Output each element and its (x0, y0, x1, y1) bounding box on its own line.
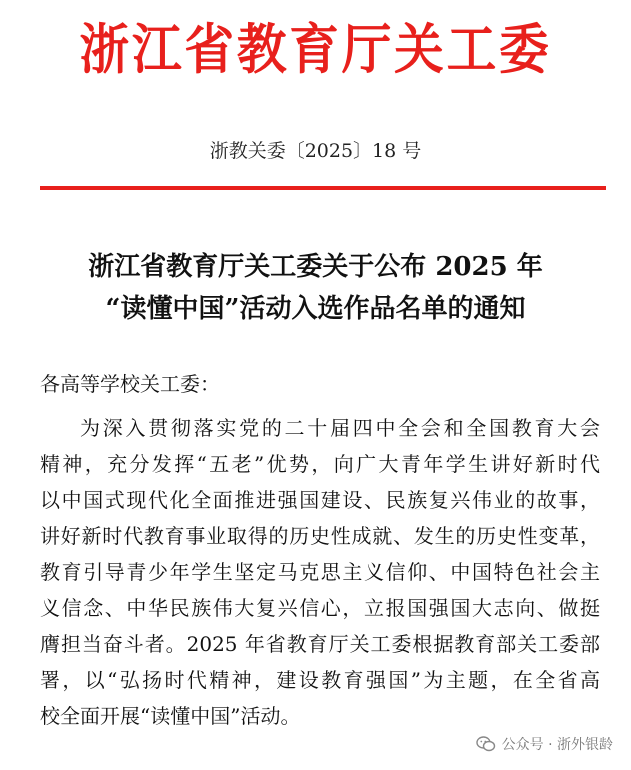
document-number: 浙教关委〔2025〕18 号 (209, 140, 422, 162)
wechat-icon (476, 736, 496, 752)
red-divider (40, 186, 606, 190)
notice-title-line-2: “读懂中国”活动入选作品名单的通知 (105, 294, 526, 324)
watermark-text: 公众号 · 浙外银龄 (501, 737, 613, 753)
body-line: 讲好新时代教育事业取得的历史性成就、发生的历史性变革， (40, 524, 600, 548)
body-line: 以中国式现代化全面推进强国建设、民族复兴伟业的故事， (40, 488, 600, 512)
wechat-watermark (472, 732, 617, 756)
salutation: 各高等学校关工委： (40, 372, 220, 396)
masthead-title: 浙江省教育厅关工委 (79, 17, 552, 81)
notice-title-line-1: 浙江省教育厅关工委关于公布 2025 年 (88, 252, 543, 282)
body-line: 精神，充分发挥“五老”优势，向广大青年学生讲好新时代 (40, 452, 600, 476)
body-line: 为深入贯彻落实党的二十届四中全会和全国教育大会 (80, 416, 600, 440)
notice-title (20, 246, 611, 330)
body-line: 教育引导青少年学生坚定马克思主义信仰、中国特色社会主 (40, 560, 600, 584)
body-line: 膺担当奋斗者。2025 年省教育厅关工委根据教育部关工委部 (40, 632, 600, 656)
body-line: 校全面开展“读懂中国”活动。 (40, 704, 301, 728)
body-line: 署，以“弘扬时代精神，建设教育强国”为主题，在全省高 (40, 668, 600, 692)
body-text (40, 410, 600, 734)
body-line: 义信念、中华民族伟大复兴信心，立报国强国大志向、做挺 (40, 596, 600, 620)
